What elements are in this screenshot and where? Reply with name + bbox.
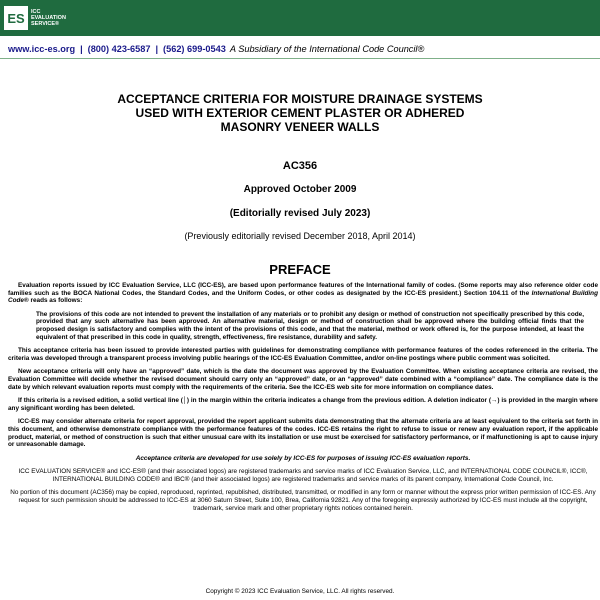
- preface-heading: PREFACE: [269, 262, 331, 277]
- paragraph-1: Evaluation reports issued by ICC Evaluation Service, LLC (ICC-ES), are based upon performance features of the International family of codes. (Some reports may also reference older code families such as the BOCA National Codes, the Standard Codes, and the Uniform Codes, or other codes as designated by the ICC-ES president.) Section 104.11 of the International Building Code® reads as follows:: [8, 282, 598, 305]
- separator: |: [80, 44, 83, 54]
- revised-date: (Editorially revised July 2023): [229, 208, 371, 219]
- website-link[interactable]: www.icc-es.org: [8, 44, 76, 54]
- phone-number-1: (800) 423-6587: [87, 44, 151, 54]
- paragraph-2: This acceptance criteria has been issued to provide interested parties with guidelines for demonstrating compliance with performance features of the codes referenced in the criteria. The criteria was developed through a transparent process involving public hearings of the ICC-ES Evaluation Committee, and/or on-line postings where public comment was solicited.: [8, 347, 598, 362]
- title-line-3: MASONRY VENEER WALLS: [220, 120, 380, 134]
- subsidiary-text: A Subsidiary of the International Code Council®: [229, 44, 425, 54]
- title-line-2: USED WITH EXTERIOR CEMENT PLASTER OR ADHERED: [135, 106, 465, 120]
- document-title: [0, 92, 600, 134]
- paragraph-6: Acceptance criteria are developed for use solely by ICC-ES for purposes of issuing ICC-ES evaluation reports.: [135, 454, 471, 462]
- approved-date: Approved October 2009: [243, 184, 357, 195]
- header-bar: [0, 0, 600, 36]
- previous-revisions: (Previously editorially revised December 2018, April 2014): [184, 231, 416, 241]
- contact-line: [0, 44, 600, 54]
- copyright-notice: Copyright © 2023 ICC Evaluation Service, LLC. All rights reserved.: [205, 588, 395, 595]
- preface-body: [8, 282, 598, 518]
- trademark-notice: ICC EVALUATION SERVICE® and ICC-ES® (and their associated logos) are registered trademarks and service marks of ICC Evaluation Service, LLC, and INTERNATIONAL CODE COUNCIL®, ICC®, INTERNATIONAL BUILDING CODE® and IBC® (and their associated logos) are registered trademarks and service marks of its parent company, International Code Council, Inc.: [18, 468, 588, 483]
- reproduction-notice: No portion of this document (AC356) may be copied, reproduced, reprinted, republished, distributed, transmitted, or modified in any form or manner without the express prior written permission of ICC-ES. Any request for such permission should be addressed to ICC-ES at 3060 Saturn Street, Suite 100, Brea, California 92821. Any of the foregoing expressly authorized by ICC-ES must include all the copyright, trademark, service mark and other proprietary rights notices contained herein.: [10, 489, 596, 512]
- paragraph-5: ICC-ES may consider alternate criteria for report approval, provided the report applicant submits data demonstrating that the alternate criteria are at least equivalent to the criteria set forth in this document, and otherwise demonstrate compliance with the performance features of the codes. ICC-ES retains the right to refuse to issue or renew any evaluation report, if the applicable product, material, or method of construction is such that either unusual care with its installation or use must be exercised for satisfactory performance, or if malfunctioning is apt to cause injury or unreasonable damage.: [8, 418, 598, 449]
- paragraph-3: New acceptance criteria will only have an “approved” date, which is the date the document was approved by the Evaluation Committee. When existing acceptance criteria are revised, the Evaluation Committee will decide whether the revised document should carry only an “approved” date, or an “approved” date combined with a “compliance” date. The compliance date is the date by which relevant evaluation reports must comply with the requirements of the criteria. See the ICC-ES web site for more information on compliance dates.: [8, 368, 598, 391]
- header-rule: [0, 58, 600, 59]
- title-line-1: ACCEPTANCE CRITERIA FOR MOISTURE DRAINAGE SYSTEMS: [117, 92, 483, 106]
- code-quote: The provisions of this code are not intended to prevent the installation of any materials or to prohibit any design or method of construction not specifically prescribed by this code, provided that any such alternative has been approved. An alternative material, design or method of construction shall be approved where the building official finds that the proposed design is satisfactory and complies with the intent of the provisions of this code, and that the material, method or work offered is, for the purpose intended, at least the equivalent of that prescribed in this code in quality, strength, effectiveness, fire resistance, durability and safety.: [36, 310, 584, 341]
- icc-es-logo: [4, 4, 66, 32]
- logo-mark: ES: [4, 6, 28, 30]
- criteria-code: AC356: [282, 160, 318, 172]
- logo-text: ICC EVALUATION SERVICE®: [31, 9, 66, 27]
- phone-number-2: (562) 699-0543: [163, 44, 226, 54]
- separator: |: [155, 44, 159, 54]
- paragraph-4: If this criteria is a revised edition, a solid vertical line (│) in the margin within the criteria indicates a change from the previous edition. A deletion indicator (→) is provided in the margin where any significant wording has been deleted.: [8, 397, 598, 412]
